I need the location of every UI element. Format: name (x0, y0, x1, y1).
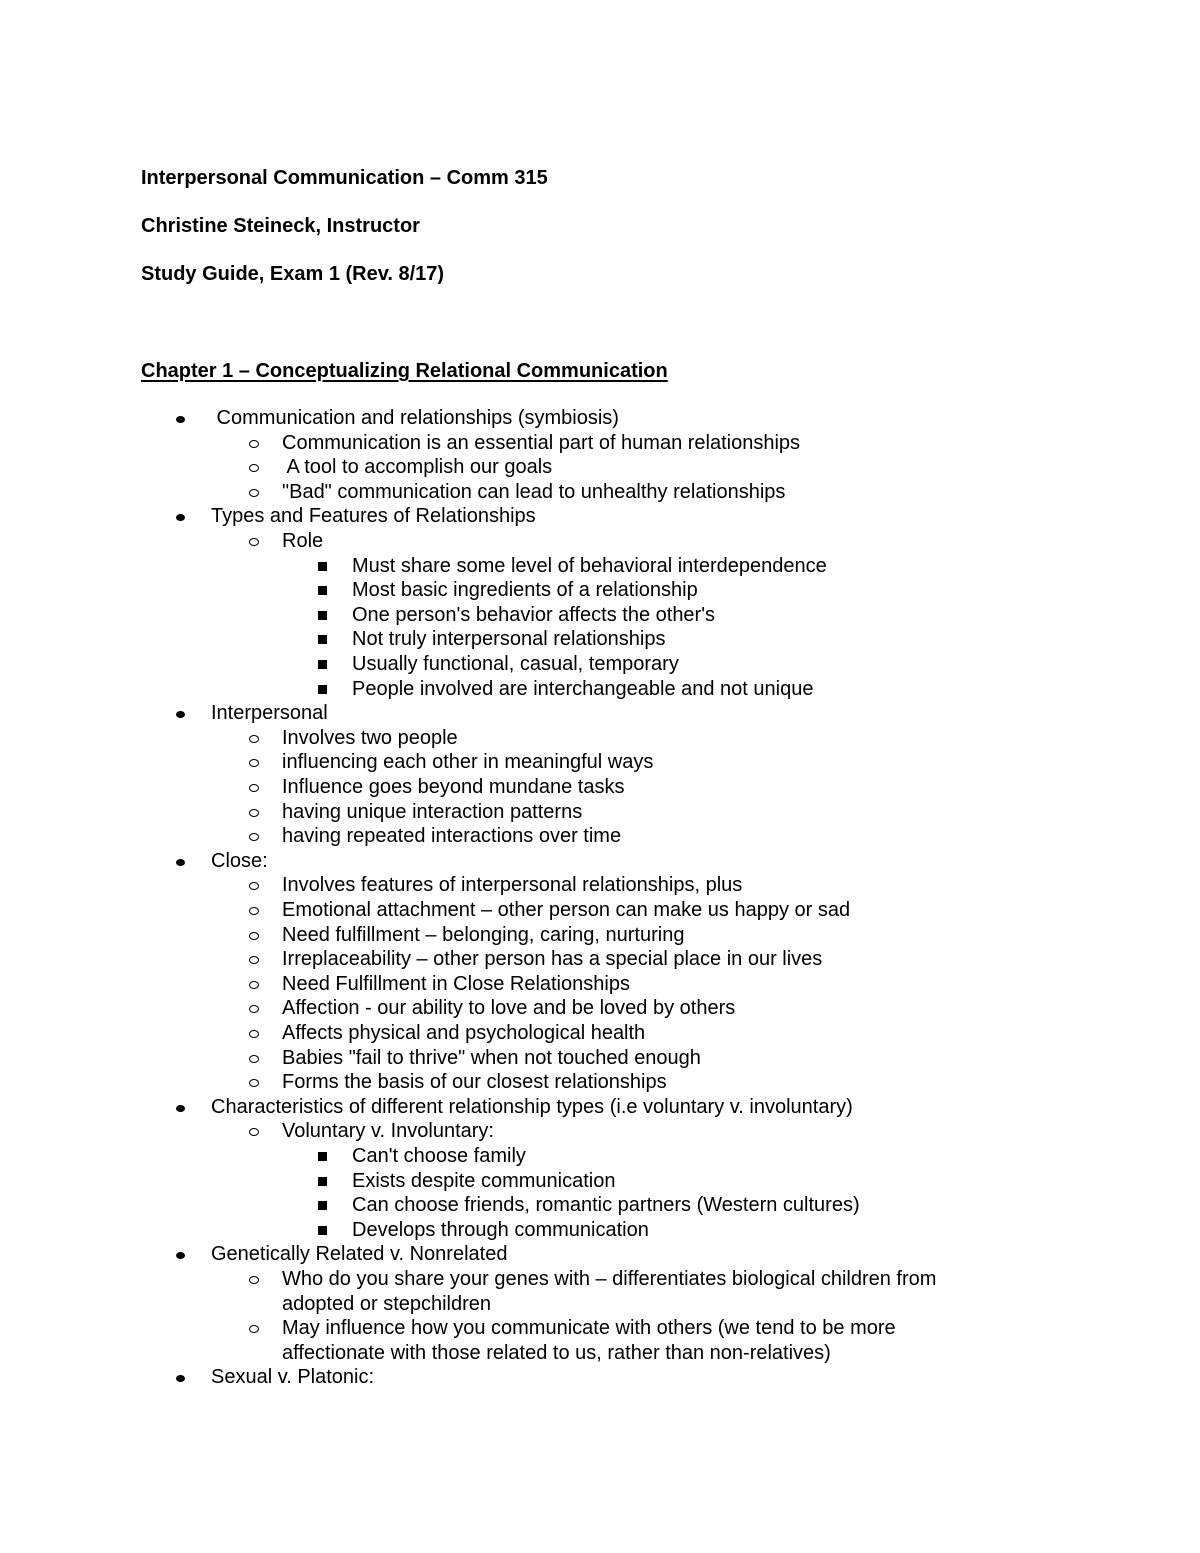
square-bullet-icon (318, 611, 327, 620)
hollow-bullet-icon (249, 538, 259, 546)
outline-item-text: influencing each other in meaningful ways (282, 751, 654, 774)
hollow-bullet-icon (249, 759, 259, 767)
outline-item-text: Genetically Related v. Nonrelated (211, 1243, 508, 1266)
hollow-bullet-icon (249, 489, 259, 497)
outline-item-text: Affection - our ability to love and be loved by others (282, 997, 736, 1020)
outline-item-level-2 (282, 947, 822, 972)
outline-item-text: Need Fulfillment in Close Relationships (282, 972, 630, 995)
outline-item-text: Forms the basis of our closest relationships (282, 1071, 667, 1094)
hollow-bullet-icon (249, 956, 259, 964)
outline-item-text: Sexual v. Platonic: (211, 1366, 375, 1389)
outline-item-text: Can choose friends, romantic partners (Western cultures) (352, 1194, 860, 1217)
chapter-heading: Chapter 1 – Conceptualizing Relational Communication (141, 360, 668, 382)
outline-item-level-1 (211, 504, 536, 529)
outline-item-level-2 (282, 1070, 667, 1095)
outline-item-text: having unique interaction patterns (282, 800, 583, 823)
hollow-bullet-icon (249, 833, 259, 841)
filled-bullet-icon (176, 1252, 185, 1259)
filled-bullet-icon (176, 1105, 185, 1112)
outline-item-text: Characteristics of different relationship types (i.e voluntary v. involuntary) (211, 1095, 853, 1118)
outline-item-level-3 (352, 1169, 615, 1194)
outline-item-text: Communication is an essential part of human relationships (282, 431, 801, 454)
hollow-bullet-icon (249, 1055, 259, 1063)
square-bullet-icon (318, 1177, 327, 1186)
outline-item-level-2 (282, 824, 621, 849)
outline-item-level-2 (282, 972, 630, 997)
outline-item-text: People involved are interchangeable and not unique (352, 677, 814, 700)
outline-item-text: Not truly interpersonal relationships (352, 628, 666, 651)
outline-item-level-3 (352, 1218, 649, 1243)
hollow-bullet-icon (249, 1005, 259, 1013)
hollow-bullet-icon (249, 1276, 259, 1284)
outline-item-level-2 (282, 750, 653, 775)
outline-item-level-3 (352, 578, 698, 603)
hollow-bullet-icon (249, 809, 259, 817)
outline-item-text: Affects physical and psychological health (282, 1022, 646, 1044)
outline-item-text: A tool to accomplish our goals (282, 456, 553, 479)
filled-bullet-icon (176, 711, 185, 718)
outline-item-text: Irreplaceability – other person has a special place in our lives (282, 948, 823, 971)
outline-item-level-2 (282, 898, 850, 923)
outline-item-level-2 (282, 923, 684, 948)
outline-item-text: May influence how you communicate with others (we tend to be more (282, 1317, 896, 1340)
filled-bullet-icon (176, 416, 185, 423)
outline-item-level-2 (282, 1341, 831, 1366)
outline-item-text: adopted or stepchildren (282, 1292, 492, 1315)
outline-item-text: Involves two people (282, 726, 458, 749)
outline-item-level-2 (282, 800, 582, 825)
square-bullet-icon (318, 1152, 327, 1161)
outline-item-level-3 (352, 677, 813, 702)
outline-item-level-1 (211, 1365, 374, 1390)
outline-item-level-2 (282, 1119, 494, 1144)
outline-item-level-3 (352, 1193, 860, 1218)
outline-item-level-2 (282, 873, 742, 898)
outline-item-text: Involves features of interpersonal relationships, plus (282, 874, 743, 897)
outline-item-text: "Bad" communication can lead to unhealthy relationships (282, 480, 786, 503)
outline-item-level-1 (211, 1095, 853, 1120)
outline-item-level-2 (282, 726, 458, 751)
outline-item-level-2 (282, 1316, 896, 1341)
outline-item-level-3 (352, 1144, 526, 1169)
outline-item-text: Must share some level of behavioral interdependence (352, 554, 827, 577)
hollow-bullet-icon (249, 932, 259, 940)
outline-item-level-3 (352, 627, 666, 652)
square-bullet-icon (318, 562, 327, 571)
instructor-line: Christine Steineck, Instructor (141, 215, 420, 237)
outline-item-level-2 (282, 431, 800, 456)
outline-item-level-2 (282, 1046, 701, 1071)
outline-item-text: Who do you share your genes with – differentiates biological children from (282, 1268, 937, 1290)
square-bullet-icon (318, 586, 327, 595)
outline-item-level-2 (282, 455, 552, 480)
outline-item-level-2 (282, 1267, 936, 1292)
outline-item-text: Types and Features of Relationships (211, 505, 536, 528)
hollow-bullet-icon (249, 1325, 259, 1333)
hollow-bullet-icon (249, 735, 259, 743)
outline-item-text: affectionate with those related to us, rather than non-relatives) (282, 1341, 831, 1364)
outline-item-text: Exists despite communication (352, 1169, 616, 1192)
course-title: Interpersonal Communication – Comm 315 (141, 167, 548, 189)
filled-bullet-icon (176, 859, 185, 866)
outline-item-text: having repeated interactions over time (282, 825, 622, 848)
outline-item-text: Develops through communication (352, 1218, 649, 1241)
outline-item-level-2 (282, 996, 735, 1021)
hollow-bullet-icon (249, 1030, 259, 1038)
outline-item-level-1 (211, 1242, 507, 1267)
square-bullet-icon (318, 1201, 327, 1210)
hollow-bullet-icon (249, 907, 259, 915)
filled-bullet-icon (176, 1375, 185, 1382)
square-bullet-icon (318, 660, 327, 669)
outline-item-level-1 (211, 849, 268, 874)
outline-item-level-2 (282, 480, 785, 505)
outline-item-text: Interpersonal (211, 702, 328, 725)
outline-item-level-1 (211, 406, 619, 431)
hollow-bullet-icon (249, 464, 259, 472)
outline-item-text: Usually functional, casual, temporary (352, 653, 679, 675)
hollow-bullet-icon (249, 784, 259, 792)
outline-item-level-1 (211, 701, 328, 726)
outline-item-level-3 (352, 652, 679, 677)
outline-item-level-2 (282, 775, 624, 800)
outline-item-text: Voluntary v. Involuntary: (282, 1120, 494, 1143)
outline-item-text: Most basic ingredients of a relationship (352, 579, 698, 602)
hollow-bullet-icon (249, 981, 259, 989)
square-bullet-icon (318, 1226, 327, 1235)
outline-item-level-3 (352, 603, 715, 628)
outline-item-text: Communication and relationships (symbiosis) (211, 407, 619, 429)
outline-item-text: Influence goes beyond mundane tasks (282, 776, 625, 798)
outline-item-level-2 (282, 1021, 645, 1046)
hollow-bullet-icon (249, 1079, 259, 1087)
outline-item-level-2 (282, 529, 323, 554)
square-bullet-icon (318, 685, 327, 694)
hollow-bullet-icon (249, 882, 259, 890)
outline-item-text: Emotional attachment – other person can make us happy or sad (282, 899, 851, 921)
square-bullet-icon (318, 635, 327, 644)
outline-item-text: Can't choose family (352, 1145, 526, 1167)
hollow-bullet-icon (249, 1128, 259, 1136)
outline-item-text: One person's behavior affects the other's (352, 603, 716, 626)
outline-item-text: Need fulfillment – belonging, caring, nurturing (282, 923, 685, 946)
guide-title: Study Guide, Exam 1 (Rev. 8/17) (141, 263, 445, 285)
hollow-bullet-icon (249, 440, 259, 448)
outline-item-text: Role (282, 530, 324, 552)
filled-bullet-icon (176, 514, 185, 521)
outline-item-text: Babies "fail to thrive" when not touched enough (282, 1046, 701, 1069)
outline-item-text: Close: (211, 849, 268, 872)
outline-item-level-3 (352, 554, 827, 579)
outline-item-level-2 (282, 1292, 491, 1317)
